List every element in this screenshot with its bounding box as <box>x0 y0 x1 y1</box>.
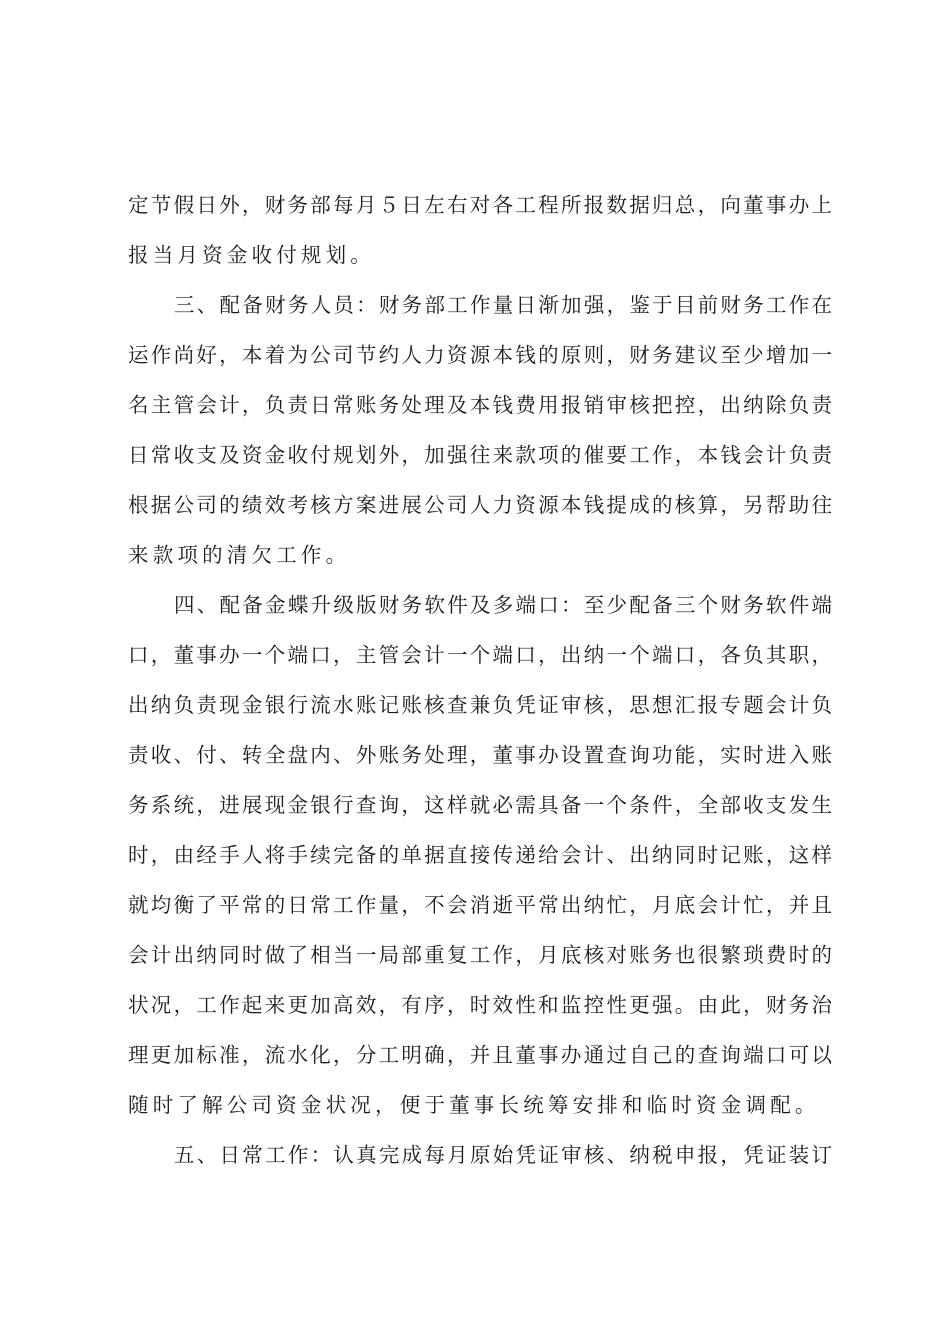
text-line: 定节假日外，财务部每月５日左右对各工程所报数据归总，向董事办上 <box>128 193 832 217</box>
text-line: 四、配备金蝶升级版财务软件及多端口：至少配备三个财务软件端 <box>174 593 832 617</box>
text-line: 状况，工作起来更加高效，有序，时效性和监控性更强。由此，财务治 <box>128 993 832 1017</box>
text-line: 理更加标准，流水化，分工明确，并且董事办通过自己的查询端口可以 <box>128 1043 832 1067</box>
text-line: 三、配备财务人员：财务部工作量日渐加强，鉴于目前财务工作在 <box>174 293 832 317</box>
text-line: 务系统，进展现金银行查询，这样就必需具备一个条件，全部收支发生 <box>128 793 832 817</box>
text-line: 责收、付、转全盘内、外账务处理，董事办设置查询功能，实时进入账 <box>128 743 832 767</box>
paragraph <box>128 286 832 586</box>
text-line: 就均衡了平常的日常工作量，不会消逝平常出纳忙，月底会计忙，并且 <box>128 893 832 917</box>
body-text <box>128 186 832 1186</box>
paragraph <box>128 1136 832 1186</box>
text-line: 来款项的清欠工作。 <box>128 543 351 567</box>
text-line: 运作尚好，本着为公司节约人力资源本钱的原则，财务建议至少增加一 <box>128 343 832 367</box>
text-line: 会计出纳同时做了相当一局部重复工作，月底核对账务也很繁琐费时的 <box>128 943 832 967</box>
text-line: 五、日常工作：认真完成每月原始凭证审核、纳税申报，凭证装订 <box>174 1143 832 1167</box>
paragraph <box>128 586 832 1136</box>
text-line: 出纳负责现金银行流水账记账核查兼负凭证审核，思想汇报专题会计负 <box>128 693 832 717</box>
text-line: 报当月资金收付规划。 <box>128 243 375 267</box>
paragraph <box>128 186 832 286</box>
text-line: 口，董事办一个端口，主管会计一个端口，出纳一个端口，各负其职， <box>128 643 832 667</box>
text-line: 随时了解公司资金状况，便于董事长统筹安排和临时资金调配。 <box>128 1093 820 1117</box>
text-line: 日常收支及资金收付规划外，加强往来款项的催要工作，本钱会计负责 <box>128 443 832 467</box>
text-line: 根据公司的绩效考核方案进展公司人力资源本钱提成的核算，另帮助往 <box>128 493 832 517</box>
text-line: 名主管会计，负责日常账务处理及本钱费用报销审核把控，出纳除负责 <box>128 393 832 417</box>
text-line: 时，由经手人将手续完备的单据直接传递给会计、出纳同时记账，这样 <box>128 843 832 867</box>
